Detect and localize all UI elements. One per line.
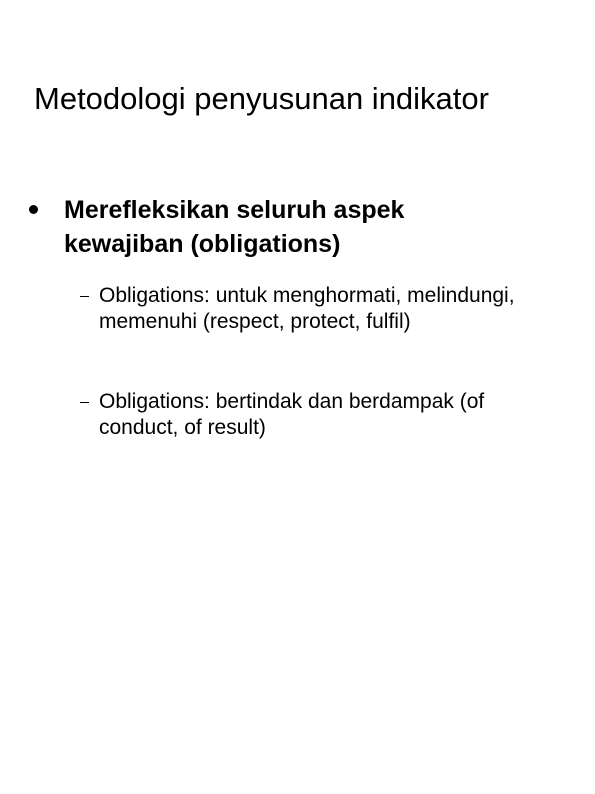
dash-bullet-icon — [80, 402, 89, 403]
sub-bullet-text: Obligations: bertindak dan berdampak (of conduct, of result) — [99, 390, 485, 439]
bullet-text: Merefleksikan seluruh aspek kewajiban (obligations) — [64, 196, 405, 258]
bullet-dot-icon — [29, 205, 38, 214]
sub-bullet-text: Obligations: untuk menghormati, melindungi, memenuhi (respect, protect, fulfil) — [99, 284, 515, 333]
slide-title: Metodologi penyusunan indikator — [34, 81, 489, 116]
dash-bullet-icon — [80, 296, 89, 297]
